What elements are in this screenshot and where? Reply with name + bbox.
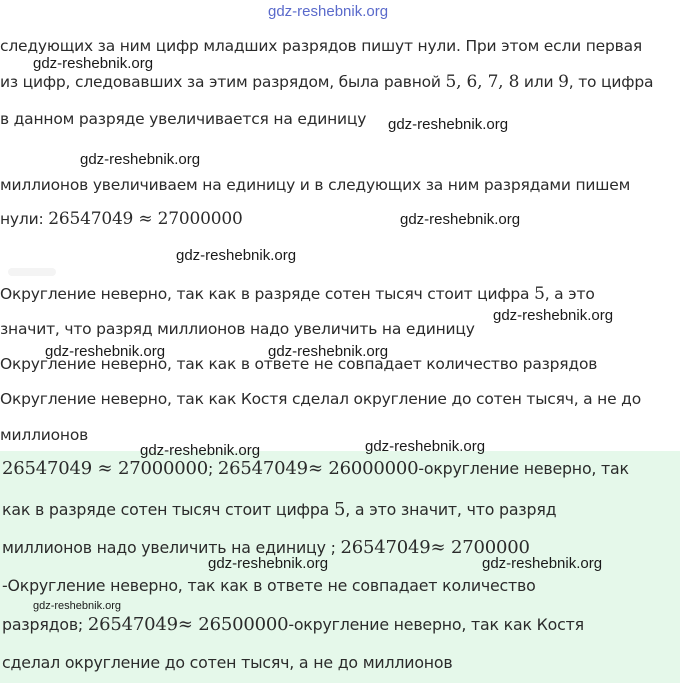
watermark: gdz-reshebnik.org — [140, 442, 261, 459]
rule-line-3: в данном разряде увеличивается на единицу — [0, 110, 367, 128]
rule-text: , то цифра — [568, 73, 654, 91]
answer-text: как в разряде сотен тысяч стоит цифра — [2, 500, 334, 519]
watermark: gdz-reshebnik.org — [388, 116, 509, 133]
solution-line-2 — [0, 209, 243, 229]
answer-line-4: -Округление неверно, так как в ответе не совпадает количество — [2, 576, 536, 595]
answer-line-5 — [2, 614, 584, 635]
answer-text: разрядов; — [2, 615, 88, 634]
answer-line-1 — [2, 458, 629, 479]
rule-line-2 — [0, 72, 653, 92]
option-text: Округление неверно, так как в разряде сотен тысяч стоит цифра — [0, 285, 535, 303]
answer-line-2 — [2, 499, 556, 520]
option-1-line-2: значит, что разряд миллионов надо увеличить на единицу — [0, 320, 475, 338]
answer-equation: 26547049 ≈ 27000000 — [2, 458, 208, 479]
answer-digit: 5 — [333, 499, 346, 520]
answer-text: миллионов надо увеличить на единицу ; — [2, 538, 341, 557]
answer-text: -округление неверно, так как Костя — [288, 615, 584, 634]
answer-separator: ; — [207, 459, 218, 478]
rule-digits: 5, 6, 7, 8 — [445, 72, 520, 92]
watermark: gdz-reshebnik.org — [400, 211, 521, 228]
option-text: , а это — [544, 285, 595, 303]
answer-line-6: сделал округление до сотен тысяч, а не до миллионов — [2, 653, 453, 672]
faded-divider — [8, 268, 56, 276]
answer-equation: 26547049≈ 2700000 — [340, 537, 530, 558]
watermark: gdz-reshebnik.org — [45, 343, 166, 360]
watermark: gdz-reshebnik.org — [33, 600, 122, 612]
watermark: gdz-reshebnik.org — [365, 438, 486, 455]
watermark: gdz-reshebnik.org — [268, 3, 389, 20]
solution-equation: 26547049 ≈ 27000000 — [48, 209, 243, 229]
rule-digit-nine: 9 — [558, 72, 569, 92]
option-3-line-2: миллионов — [0, 426, 89, 444]
option-2: Округление неверно, так как в ответе не совпадает количество разрядов — [0, 355, 598, 373]
watermark: gdz-reshebnik.org — [268, 343, 389, 360]
answer-text: -округление неверно, так — [418, 459, 629, 478]
option-digit: 5 — [534, 284, 545, 304]
answer-text: , а это значит, что разряд — [345, 500, 557, 519]
watermark: gdz-reshebnik.org — [33, 55, 154, 72]
solution-text: нули: — [0, 210, 49, 228]
watermark: gdz-reshebnik.org — [482, 555, 603, 572]
option-1-line-1 — [0, 284, 595, 304]
watermark: gdz-reshebnik.org — [80, 151, 201, 168]
solution-line-1: миллионов увеличиваем на единицу и в следующих за ним разрядами пишем — [0, 176, 631, 194]
watermark: gdz-reshebnik.org — [208, 555, 329, 572]
answer-equation: 26547049≈ 26000000 — [217, 458, 419, 479]
rule-text: из цифр, следовавших за этим разрядом, была равной — [0, 73, 446, 91]
watermark: gdz-reshebnik.org — [493, 307, 614, 324]
rule-text: или — [519, 73, 559, 91]
watermark: gdz-reshebnik.org — [176, 247, 297, 264]
answer-equation: 26547049≈ 26500000 — [87, 614, 289, 635]
rule-line-1: следующих за ним цифр младших разрядов пишут нули. При этом если первая — [0, 37, 643, 55]
option-3-line-1: Округление неверно, так как Костя сделал округление до сотен тысяч, а не до — [0, 390, 641, 408]
